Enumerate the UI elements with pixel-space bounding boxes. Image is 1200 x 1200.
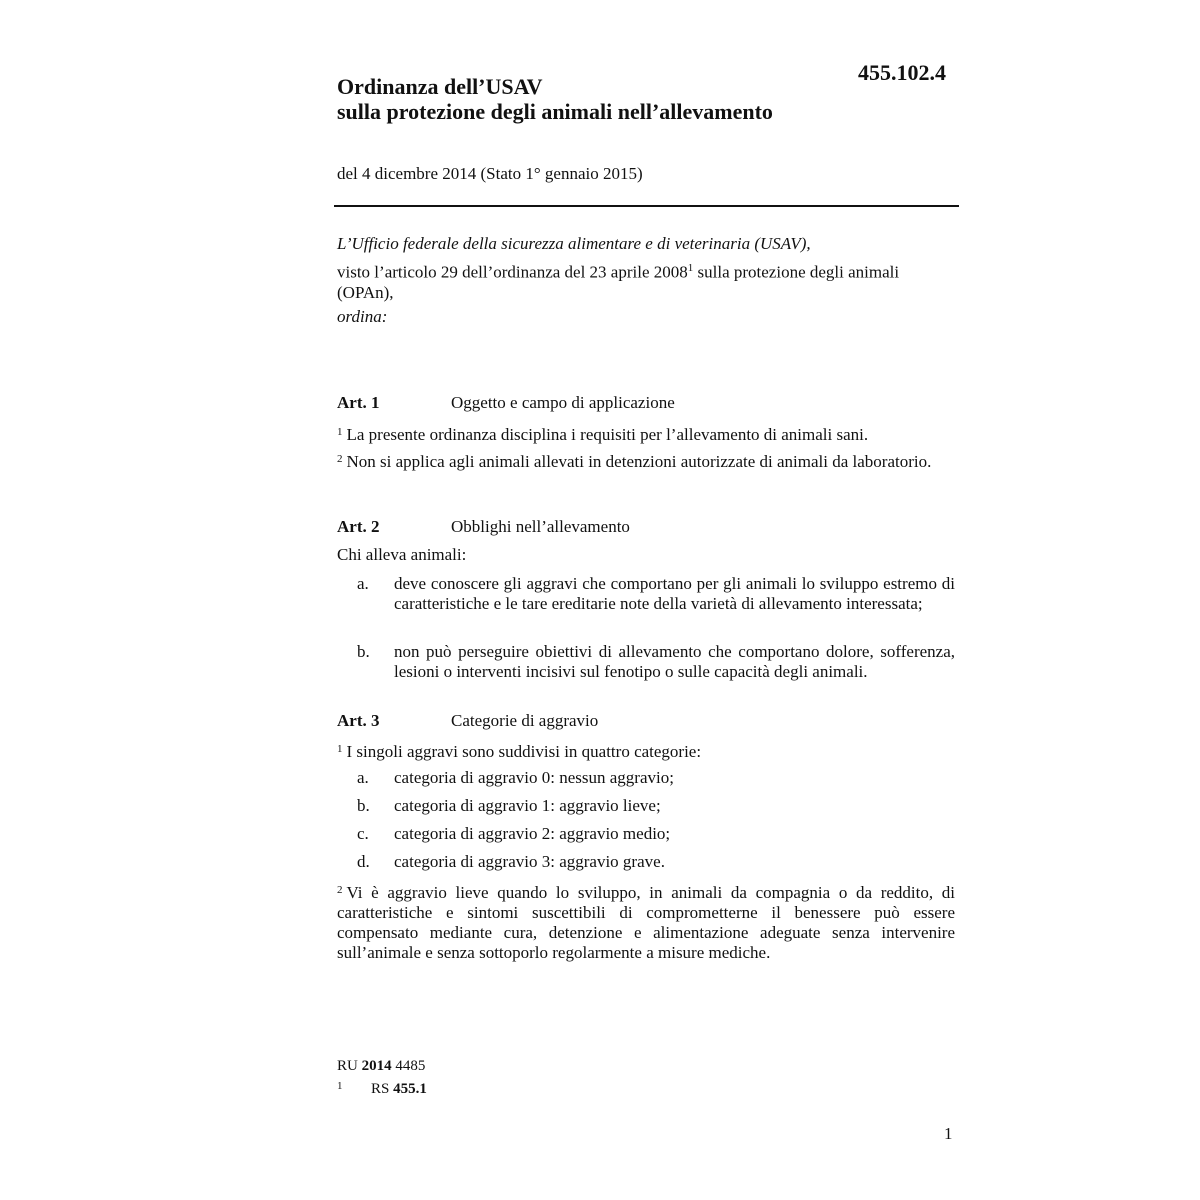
document-title [337,74,773,124]
ru-page: 4485 [395,1058,426,1074]
page-number: 1 [944,1124,953,1143]
preamble [337,234,957,327]
date-status-line: del 4 dicembre 2014 (Stato 1° gennaio 2015) [337,164,643,183]
article-3-item-b [357,796,955,816]
article-3-heading [337,711,598,731]
ru-prefix: RU [337,1058,358,1074]
item-letter: a. [357,768,369,787]
document-number: 455.102.4 [858,60,946,85]
item-text: deve conoscere gli aggravi che comportano per gli animali lo sviluppo estremo di caratteristiche e le tare ereditarie note della varietà di allevamento interessata; [394,574,955,613]
legal-basis-text: visto l’articolo 29 dell’ordinanza del 23 aprile 2008 [337,262,688,282]
paragraph-text: Vi è aggravio lieve quando lo sviluppo, in animali da compagnia o da reddito, di caratteristiche e sintomi suscettibili di comprometterne il benessere può essere compensato mediante cura, detenzione e alimentazione adeguate senza intervenire sull’animale e senza sottoporlo regolarmente a misure mediche. [337,883,955,962]
paragraph-number: 1 [337,426,343,438]
article-1-paragraph-2 [337,449,955,472]
article-1-heading [337,393,675,413]
item-text: categoria di aggravio 3: aggravio grave. [394,852,665,871]
article-1-paragraph-1 [337,422,955,445]
item-text: categoria di aggravio 0: nessun aggravio; [394,768,674,787]
footnote-1 [337,1080,427,1098]
article-number: Art. 3 [337,711,380,730]
item-letter: b. [357,796,370,815]
article-title: Obblighi nell’allevamento [451,517,630,536]
article-3-item-c [357,824,955,844]
article-number: Art. 2 [337,517,380,536]
paragraph-text: I singoli aggravi sono suddivisi in quattro categorie: [346,742,702,761]
item-text: categoria di aggravio 1: aggravio lieve; [394,796,661,815]
item-letter: a. [357,574,369,593]
paragraph-number: 2 [337,453,343,465]
article-2-intro: Chi alleva animali: [337,545,467,564]
article-title: Oggetto e campo di applicazione [451,393,675,412]
item-letter: c. [357,824,369,843]
article-2-item-b [357,642,955,682]
item-text: non può perseguire obiettivi di allevamento che comportano dolore, sofferenza, lesioni o interventi incisivi sul fenotipo o sulle capacità degli animali. [394,642,955,681]
rs-number[interactable]: 455.1 [393,1081,427,1097]
article-2-heading [337,517,630,537]
paragraph-text: Non si applica agli animali allevati in detenzioni autorizzate di animali da laboratorio. [346,452,932,471]
paragraph-text: La presente ordinanza disciplina i requisiti per l’allevamento di animali sani. [346,425,869,444]
rs-prefix: RS [371,1081,390,1097]
article-3-item-d [357,852,955,872]
paragraph-number: 2 [337,884,343,896]
article-3-paragraph-1 [337,739,955,762]
item-text: categoria di aggravio 2: aggravio medio; [394,824,671,843]
article-2-item-a [357,574,955,614]
preamble-authority: L’Ufficio federale della sicurezza alimentare e di veterinaria (USAV), [337,234,811,253]
article-3-paragraph-2 [337,880,955,963]
preamble-ordina: ordina: [337,306,388,326]
title-line-1: Ordinanza dell’USAV [337,74,543,99]
legal-basis-text-cont: sulla protezione degli animali (OPAn), [337,262,900,302]
official-compilation-reference [337,1058,425,1075]
ru-year: 2014 [361,1058,392,1074]
item-letter: b. [357,642,370,661]
item-letter: d. [357,852,370,871]
article-number: Art. 1 [337,393,380,412]
title-line-2: sulla protezione degli animali nell’allevamento [337,99,773,124]
article-title: Categorie di aggravio [451,711,599,730]
article-3-item-a [357,768,955,788]
preamble-legal-basis [337,258,957,303]
horizontal-rule [334,205,959,207]
paragraph-number: 1 [337,743,343,755]
footnote-reference[interactable]: 1 [687,262,694,274]
footnote-marker: 1 [337,1080,343,1092]
